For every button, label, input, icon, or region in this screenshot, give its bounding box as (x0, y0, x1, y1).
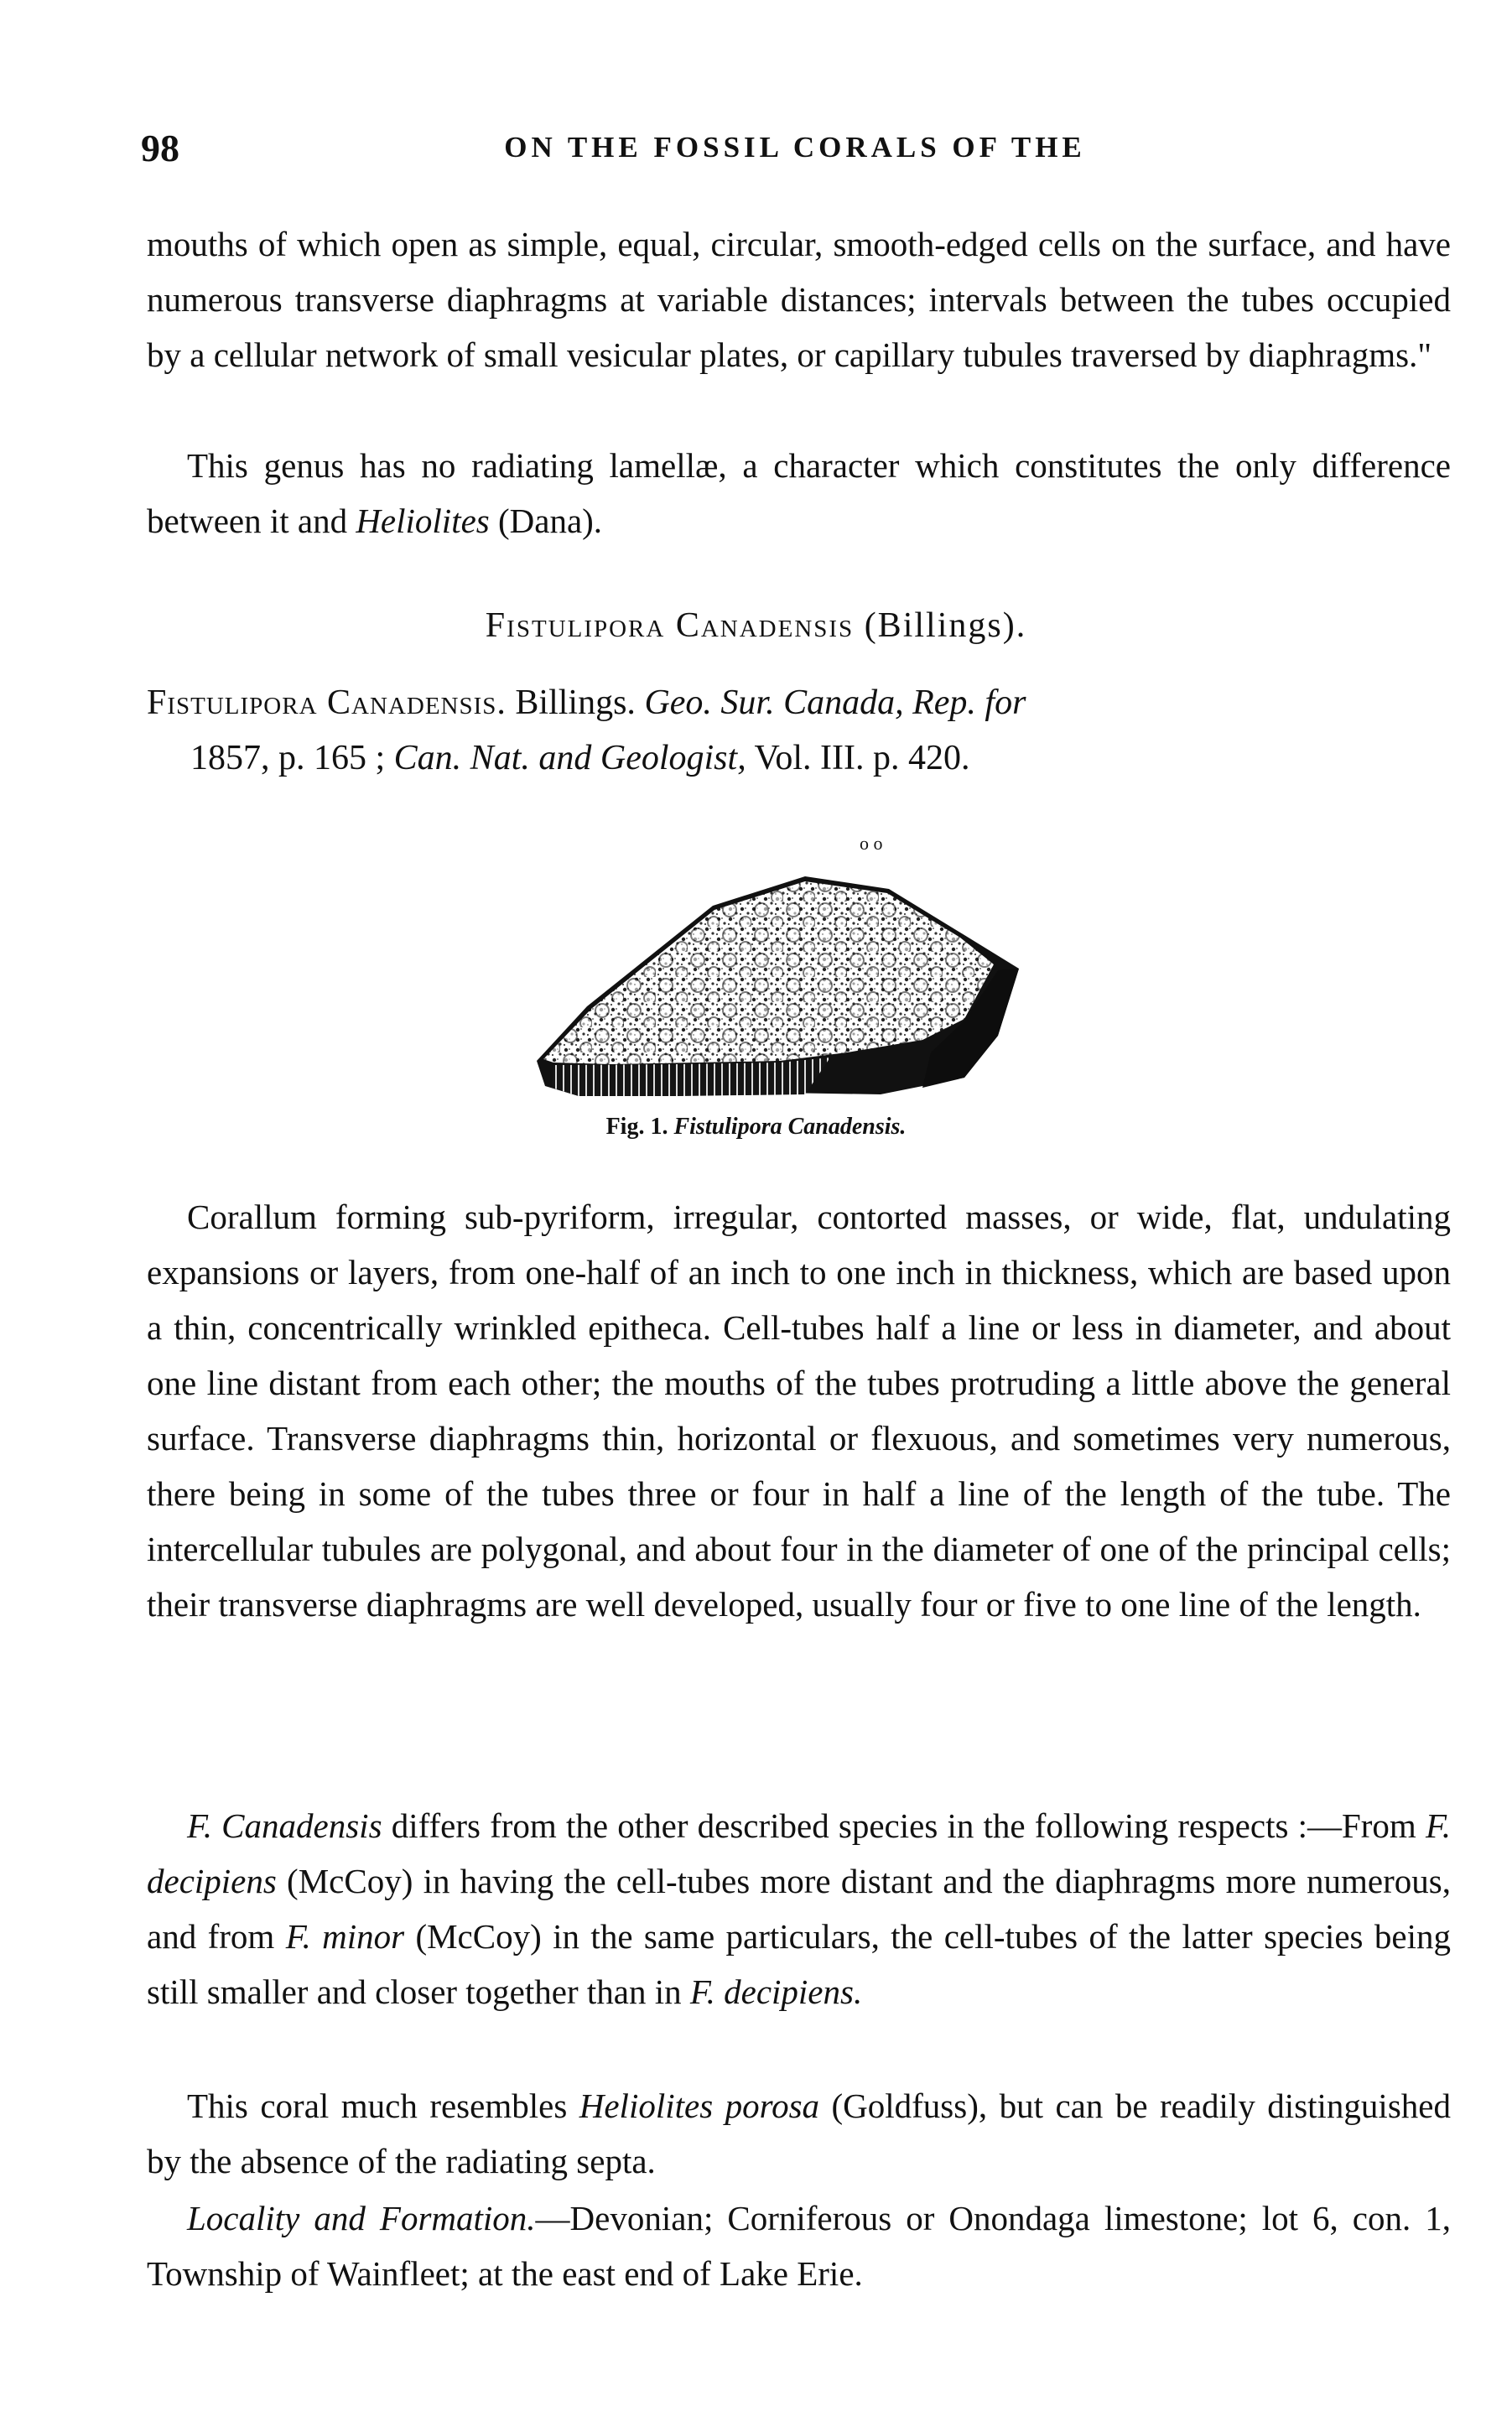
resemblance-paragraph (147, 2078, 1451, 2189)
genus-note-after: (Dana). (489, 501, 603, 540)
comparison-text-2: (McCoy) in having the cell-tubes more distant and the diaphragms more numerous, and from (147, 1862, 1451, 1956)
description-paragraph: Corallum forming sub-pyriform, irregular, contorted masses, or wide, flat, undulating expansions or layers, from one-half of an inch to one inch in thickness, which are based upon a thin, concentrically wrinkled epitheca. Cell-tubes half a line or less in diameter, and about one line distant from each other; the mouths of the tubes protruding a little above the general surface. Transverse diaphragms thin, horizontal or flexuous, and sometimes very numerous, there being in some of the tubes three or four in half a line of the length of the tube. The intercellular tubules are polygonal, and about four in the diameter of one of the principal cells; their transverse diaphragms are well developed, usually four or five to one line of the length. (147, 1198, 1451, 1624)
locality-label: Locality and Formation. (187, 2199, 536, 2237)
page-number: 98 (141, 127, 179, 169)
resemblance-after: (Goldfuss), but can be readily distinguished by the absence of the radiating septa. (147, 2086, 1451, 2180)
intro-paragraph: mouths of which open as simple, equal, circular, smooth-edged cells on the surface, and have numerous transverse diaphragms at variable distances; intervals between the tubes occupied by a cellular network of small vesicular plates, or capillary tubules traversed by diaphragms." (147, 225, 1451, 374)
comparison-text-3: (McCoy) in the same particulars, the cell-tubes of the latter species being still smaller and closer together than in (147, 1917, 1451, 2011)
bibliographic-reference (147, 675, 1455, 786)
genus-name: Heliolites (356, 501, 490, 540)
ref-species-name: Fistulipora Canadensis. (147, 683, 507, 722)
resemblance-before: This coral much resembles (187, 2086, 579, 2125)
comparison-species-1: F. Canadensis (187, 1806, 382, 1845)
species-heading (0, 605, 1512, 646)
ref-second-line (147, 730, 1455, 786)
comparison-paragraph (147, 1798, 1451, 2019)
genus-note-paragraph (147, 438, 1451, 548)
ref-publication-2: Can. Nat. and Geologist, (393, 739, 746, 777)
figure-caption (0, 1114, 1512, 1141)
ref-publication-1: Geo. Sur. Canada, Rep. for (644, 683, 1026, 722)
ref-author: Billings. (515, 683, 636, 722)
figure-mark: o o (860, 833, 883, 854)
figure-caption-name: Fistulipora Canadensis. (673, 1114, 907, 1140)
figure-caption-label: Fig. 1. (605, 1114, 668, 1140)
genus-note-before: This genus has no radiating lamellæ, a character which constitutes the only difference between it and (147, 446, 1451, 540)
species-heading-name: Fistulipora Canadensis (485, 606, 855, 645)
comparison-text-1: differs from the other described species in the following respects :—From (382, 1806, 1426, 1845)
comparison-species-2: F. decipiens (147, 1806, 1452, 1900)
locality-paragraph (147, 2190, 1451, 2301)
comparison-species-4: F. decipiens. (689, 1972, 863, 2011)
ref-year: 1857, p. 165 ; (190, 739, 386, 777)
running-title: ON THE FOSSIL CORALS OF THE (504, 131, 1086, 164)
locality-text: —Devonian; Corniferous or Onondaga limestone; lot 6, con. 1, Township of Wainfleet; at the east end of Lake Erie. (147, 2199, 1451, 2293)
specimen-figure (528, 826, 1031, 1111)
coral-specimen-illustration (528, 826, 1031, 1111)
page-header (141, 126, 1449, 179)
ref-volume: Vol. III. p. 420. (754, 739, 970, 777)
species-heading-author: (Billings). (864, 606, 1027, 645)
resemblance-species: Heliolites porosa (579, 2086, 820, 2125)
comparison-species-3: F. minor (285, 1917, 405, 1956)
